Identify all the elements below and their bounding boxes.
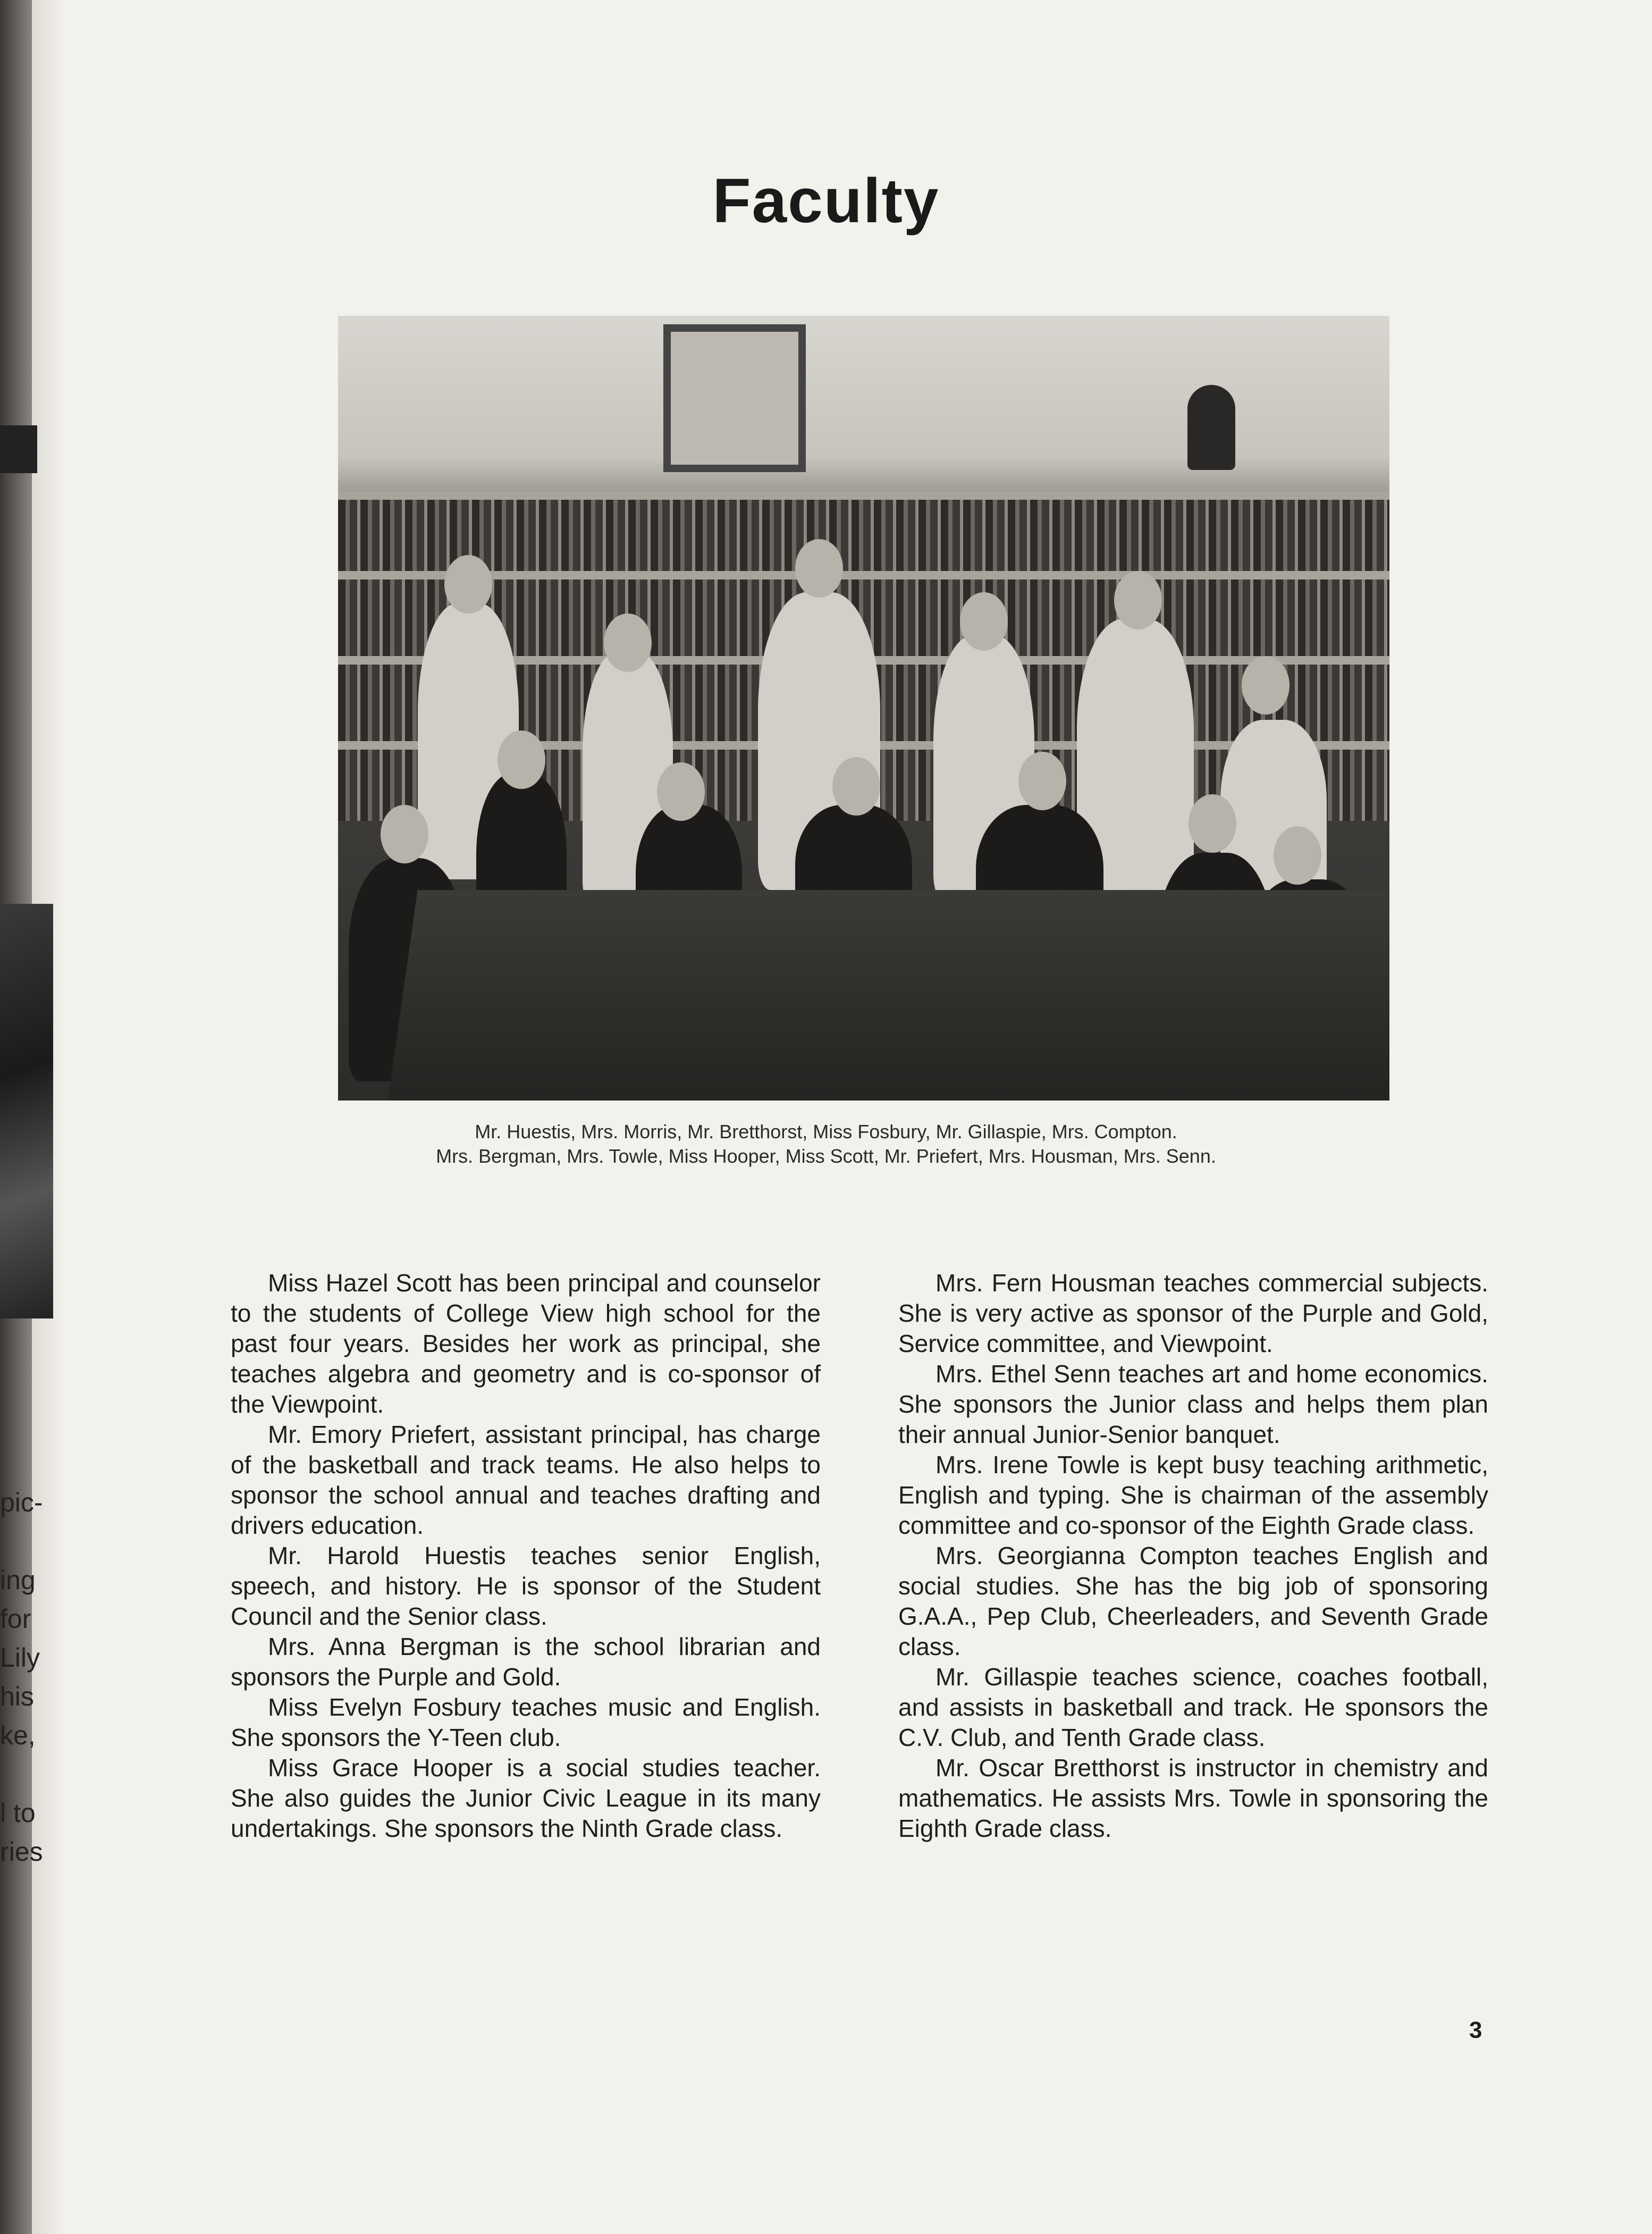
- library-table: [386, 890, 1389, 1101]
- paragraph: Mr. Emory Priefert, assistant principal, has charge of the basketball and track teams. He also helps to sponsor the school annual and teaches drafting and drivers education.: [231, 1421, 821, 1539]
- edge-fragment: Lily: [0, 1643, 40, 1673]
- person-head: [1114, 571, 1162, 629]
- caption-line: Mrs. Bergman, Mrs. Towle, Miss Hooper, Miss Scott, Mr. Priefert, Mrs. Housman, Mrs. Senn.: [436, 1145, 1216, 1167]
- paragraph: Miss Evelyn Fosbury teaches music and English. She sponsors the Y-Teen club.: [231, 1693, 821, 1751]
- page-title: Faculty: [712, 166, 940, 236]
- edge-fragment: ries: [0, 1837, 43, 1867]
- paragraph: Mr. Harold Huestis teaches senior English, speech, and history. He is sponsor of the Student Council and the Senior class.: [231, 1542, 821, 1630]
- person-head: [1189, 794, 1236, 853]
- person-head: [960, 592, 1008, 651]
- previous-page-photo-fragment: [0, 904, 53, 1318]
- edge-fragment: his: [0, 1682, 34, 1711]
- person-head: [657, 762, 705, 821]
- person-head: [1274, 826, 1321, 885]
- edge-fragment: ing: [0, 1565, 36, 1595]
- faculty-group-photo: [338, 316, 1389, 1101]
- right-text-column: [898, 1268, 1488, 1844]
- edge-fragment: pic-: [0, 1488, 43, 1517]
- paragraph: Mrs. Ethel Senn teaches art and home economics. She sponsors the Junior class and helps them plan their annual Junior-Senior banquet.: [898, 1360, 1488, 1448]
- paragraph: Miss Grace Hooper is a social studies teacher. She also guides the Junior Civic League in its many undertakings. She sponsors the Ninth Grade class.: [231, 1754, 821, 1842]
- edge-fragment: l to: [0, 1798, 36, 1828]
- page-number: 3: [1469, 2017, 1482, 2043]
- edge-fragment: [0, 1522, 64, 1561]
- paragraph: Mrs. Georgianna Compton teaches English and social studies. She has the big job of sponsoring G.A.A., Pep Club, Cheerleaders, and Seventh Grade class.: [898, 1542, 1488, 1660]
- person-head: [444, 555, 492, 614]
- person-head: [498, 730, 545, 789]
- left-text-column: [231, 1268, 821, 1844]
- previous-page-text-fragment: [0, 1483, 64, 1871]
- paragraph: Mrs. Anna Bergman is the school librarian and sponsors the Purple and Gold.: [231, 1633, 821, 1691]
- paragraph: Mr. Gillaspie teaches science, coaches football, and assists in basketball and track. He sponsors the C.V. Club, and Tenth Grade class.: [898, 1663, 1488, 1751]
- previous-page-photo-fragment-top: [0, 425, 37, 473]
- person-head: [795, 539, 843, 598]
- paragraph: Mrs. Fern Housman teaches commercial subjects. She is very active as sponsor of the Purple and Gold, Service committee, and Viewpoint.: [898, 1269, 1488, 1357]
- shelf-board: [338, 571, 1389, 580]
- person-head: [1242, 656, 1289, 715]
- person-head: [604, 614, 652, 672]
- caption-line: Mr. Huestis, Mrs. Morris, Mr. Bretthorst, Miss Fosbury, Mr. Gillaspie, Mrs. Compton.: [475, 1121, 1177, 1143]
- edge-fragment: for: [0, 1604, 31, 1634]
- photo-caption: [0, 1120, 1652, 1169]
- person-head: [381, 805, 428, 863]
- edge-fragment: ke,: [0, 1720, 36, 1750]
- framed-picture: [663, 324, 806, 472]
- shelf-board: [338, 491, 1389, 500]
- paragraph: Mr. Oscar Bretthorst is instructor in chemistry and mathematics. He assists Mrs. Towle in sponsoring the Eighth Grade class.: [898, 1754, 1488, 1842]
- paragraph: Miss Hazel Scott has been principal and counselor to the students of College View high school for the past four years. Besides her work as principal, she teaches algebra and geometry and is co-sponsor of the Viewpoint.: [231, 1269, 821, 1418]
- person-head: [832, 757, 880, 816]
- paragraph: Mrs. Irene Towle is kept busy teaching arithmetic, English and typing. She is chairman of the assembly committee and co-sponsor of the Eighth Grade class.: [898, 1451, 1488, 1539]
- edge-fragment: [0, 1755, 64, 1794]
- person-head: [1018, 752, 1066, 810]
- bust-statue: [1187, 385, 1235, 470]
